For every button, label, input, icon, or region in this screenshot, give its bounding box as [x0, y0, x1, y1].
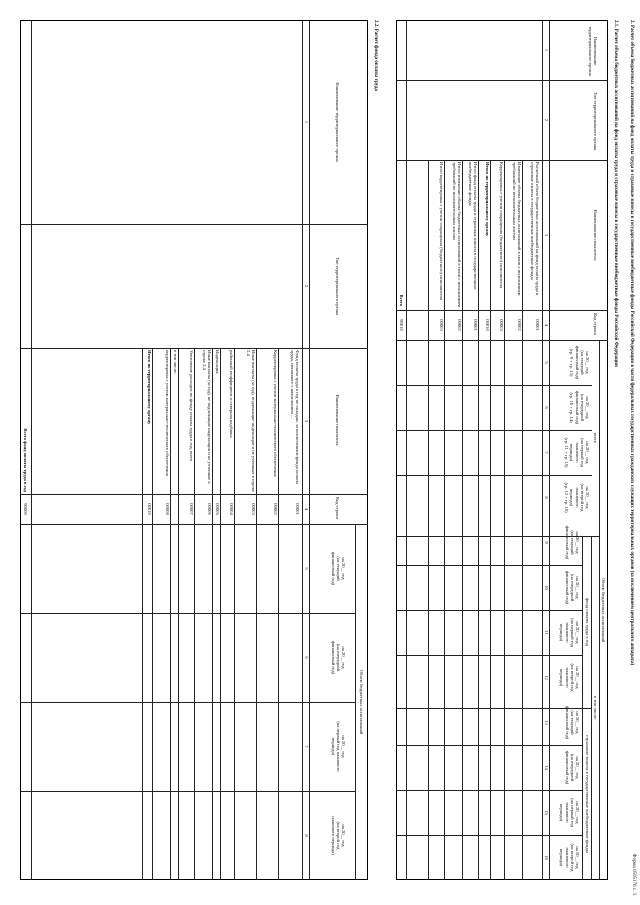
t1-row-code: 00002 — [457, 319, 462, 331]
t1-col-type-org: Тип территориального органа — [593, 91, 598, 151]
form-code: Форма 0505176 с. 3 — [631, 853, 636, 895]
t1-col-number: 16 — [544, 855, 549, 860]
t2-period-header: на 20__ год (на текущий финансовый год) — [330, 551, 346, 586]
t1-col-number: 11 — [544, 630, 549, 635]
t1-row-code: 00003 — [499, 319, 504, 331]
t1-row-name: Корректировка с учетом сокращения (бюджетного) исполнителя — [499, 162, 504, 289]
t1-period-header: на 20__ год (на второй год планового периода) — [559, 843, 580, 872]
t1-period-header: на 20__ год (на текущий финансовый год) — [564, 705, 580, 740]
t2-row-name: Иные выплаты (за год), не подлежащие индексации и не учтенные в строке 2.4 — [201, 350, 212, 484]
t1-period-header: на 20__ год (на очередной финансовый год) — [564, 750, 580, 785]
t1-head-all: всего — [593, 432, 598, 444]
t1-col-number: 4 — [544, 323, 549, 327]
t2-total-label: Всего фонд оплаты труда в год — [23, 428, 28, 492]
t2-row-code: 00004 — [229, 503, 234, 515]
t1-period-header: на 20__ год (на первый год планового периода) — [559, 617, 580, 648]
t2-row-name: Иные выплаты (за год), подлежащие индексации и не учтенные в строке 2.4 — [245, 350, 256, 492]
t2-col-number: 1 — [304, 120, 309, 124]
t1-col-indicator: Наименование показателя — [593, 209, 598, 261]
t2-col-number: 8 — [304, 834, 309, 837]
t1-col-number: 5 — [544, 361, 549, 364]
t1-head-total: Объем бюджетных ассигнований — [601, 577, 606, 643]
t2-col-number: 7 — [304, 745, 309, 748]
t1-total-code: 90010 — [399, 319, 404, 331]
t1-col-number: 14 — [544, 765, 549, 770]
t2-col-type-org: Тип территориального органа — [335, 256, 340, 316]
t2-row-code: 00002 — [273, 503, 278, 515]
t2-period-header: на 20__ год (на очередной финансовый год) — [330, 640, 346, 675]
t1-col-number: 13 — [544, 720, 549, 725]
t2-period-header: на 20__ год (на второй год планового периода) — [330, 816, 346, 855]
t1-period-header: на 20__ год (на первый год планового периода) — [559, 797, 580, 828]
section-2-1-title: 2.1. Расчет объема бюджетных ассигнований на фонд оплаты труда и страховые взносы в государственные внебюджетные фонды Российской Федерации — [613, 20, 618, 367]
t1-head-vznos: страховые взносы в государственные внебюджетные фонды — [585, 735, 590, 853]
t1-period-header: на 20__ год (на второй год планового периода) (гр. 12 + гр. 16) — [564, 482, 590, 513]
t1-col-number: 6 — [544, 406, 549, 409]
t1-total-label: Всего — [399, 294, 404, 306]
t2-row-name: Фонд оплаты труда в год по окладам, за исключением фонда оплаты труда, связанного с начислением ... — [289, 350, 300, 484]
t2-head-total: Объем бюджетных ассигнований — [359, 669, 364, 735]
t1-row-name: Итого фонд оплаты труда и страховые взносы в государственные внебюджетные фонды — [467, 162, 478, 290]
t1-row-name: Изменение объема бюджетных ассигнований в связи с исполнением требований по исполнительным листам — [511, 162, 522, 296]
t1-col-number: 15 — [544, 810, 549, 815]
section-2-2-title: 2.2. Расчет фонда оплаты труда — [373, 20, 378, 91]
t2-row-code: 00001 — [295, 503, 300, 515]
t2-row-name: Индексация — [215, 350, 220, 374]
t2-col-number: 6 — [304, 656, 309, 659]
t1-row-name: Итого корректировка с учетом сокращения (бюджетного) исполнителя — [439, 162, 444, 301]
t1-col-number: 1 — [544, 48, 549, 52]
t2-col-number: 2 — [304, 284, 309, 288]
section-2-title: 2. Расчет объема бюджетных ассигнований на фонд оплаты труда и страховые взносы в государственные внебюджетные фонды Российской Федерации в части федеральных государственных гражданских служащих территориальных органов (за исключением центрального аппарата) — [629, 20, 634, 666]
t1-col-name-org: Наименование территориального органа — [587, 26, 598, 76]
t2-total-code: 90000 — [23, 503, 28, 515]
t2-row-code: 00010 — [147, 503, 152, 515]
t2-row-name: Корректировка с учетом материально-технического обеспечения — [273, 350, 278, 477]
t2-col-number: 3 — [304, 419, 309, 423]
t2-col-indicator: Наименование показателя — [335, 394, 340, 446]
t1-period-header: на 20__ год (на второй год планового периода) — [559, 663, 580, 692]
t1-row-name: Расчетный объем бюджетных ассигнований на фонд оплаты труда и страховые взносы в государственные внебюджетные фонды — [529, 162, 540, 296]
t1-row-code: 00003 — [439, 319, 444, 331]
t1-row-code: 00010 — [485, 319, 490, 331]
t1-period-header: на 20__ год (на очередной финансовый год) — [564, 570, 580, 605]
t1-col-number: 12 — [544, 675, 549, 680]
t1-row-code: 00001 — [535, 319, 540, 331]
t2-col-number: 4 — [304, 507, 309, 511]
t2-row-code: 00003 — [251, 503, 256, 515]
t1-head-incl: в том числе: — [593, 696, 598, 720]
t1-col-number: 2 — [544, 118, 549, 122]
t1-col-code: Код строки — [593, 313, 598, 335]
t2-row-code: 00008 — [165, 503, 170, 515]
t1-period-header: на 20__ год (на очередной финансовый год) (гр. 10 + гр. 14) — [569, 390, 590, 425]
t1-period-header: на 20__ год (на первый год планового периода) (гр. 11 + гр. 15) — [564, 437, 590, 468]
t1-col-number: 8 — [544, 496, 549, 499]
t2-row-name: Увеличение расходов по фонду оплаты труда в год, всего — [189, 350, 194, 462]
t2-row-code: 00006 — [207, 503, 212, 515]
t1-col-number: 7 — [544, 451, 549, 454]
t2-row-code: 00005 — [215, 503, 220, 515]
t1-col-number: 3 — [544, 233, 549, 237]
t1-row-code: 00002 — [517, 319, 522, 331]
t1-row-name: Итого изменение объема бюджетных ассигнований в связи с исполнением требований по исполнительным листам — [451, 162, 462, 308]
t2-row-name: районный коэффициент и северная надбавка — [229, 350, 234, 438]
t2-row-name: в том числе: — [173, 350, 178, 374]
t2-period-header: на 20__ год (на первый год планового периода) — [330, 721, 346, 772]
t1-row-name: Итого по территориальному органу — [485, 162, 490, 237]
t2-row-name: корректировка с учетом материально-технического обеспечения — [165, 350, 170, 476]
t2-col-code: Код строки — [335, 497, 340, 519]
t1-col-number: 9 — [544, 541, 549, 544]
t1-head-fot: фонд оплаты труда в год — [585, 598, 590, 646]
t1-col-number: 10 — [544, 585, 549, 590]
t2-col-name-org: Наименование территориального органа — [335, 82, 340, 162]
t2-row-name: Итого по территориальному органу — [147, 350, 152, 425]
t2-row-code: 00007 — [189, 503, 194, 515]
t1-period-header: на 20__ год (на текущий финансовый год) (гр. 9 + гр. 13) — [569, 345, 590, 380]
t1-row-code: 00001 — [473, 319, 478, 331]
t1-period-header: на 20__ год (на текущий финансовый год) — [564, 525, 580, 560]
t2-col-number: 5 — [304, 567, 309, 570]
